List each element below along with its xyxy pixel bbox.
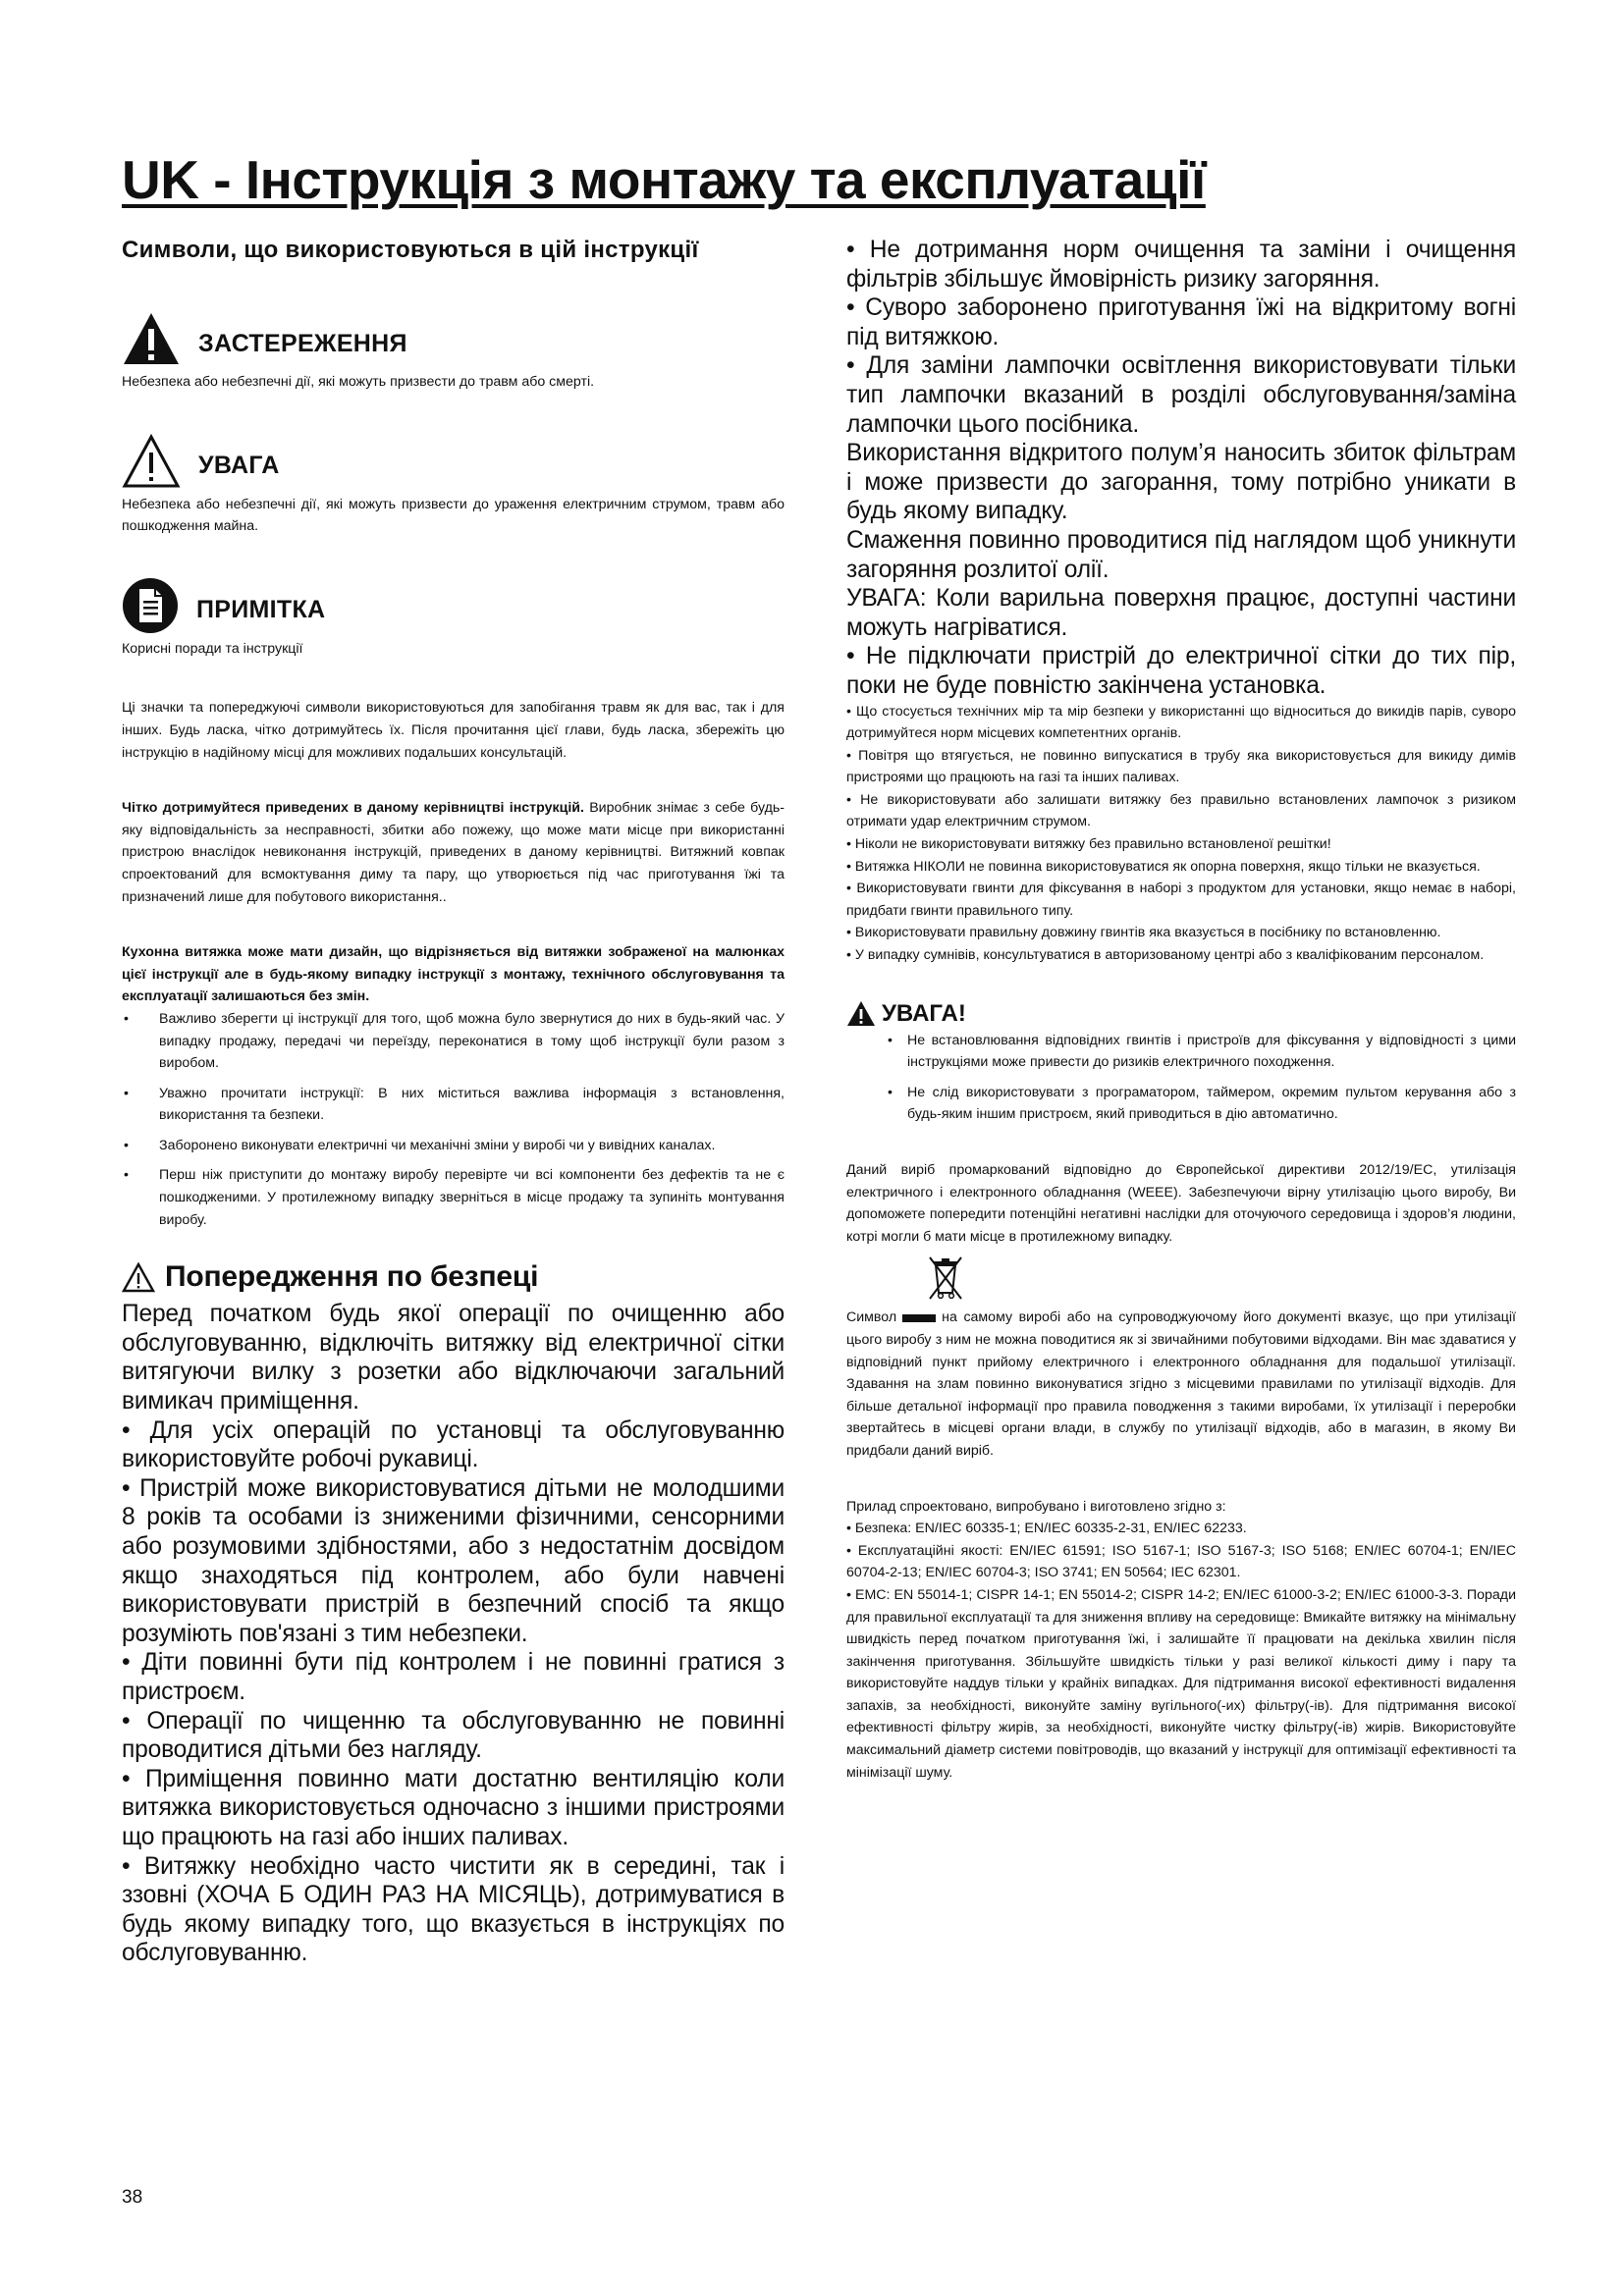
note-description: Корисні поради та інструкції — [122, 640, 303, 657]
safety-title: Попередження по безпеці — [165, 1260, 539, 1294]
attention-heading — [846, 1000, 1516, 1028]
warning-icon — [122, 1262, 155, 1293]
list-item: • Не встановлювання відповідних гвинтів і пристроїв для фіксування у відповідності з цими інструкціями може привести до ризиків електричного походження. — [846, 1030, 1516, 1074]
safety-note: • Ніколи не використовувати витяжку без правильно встановленої решітки! — [846, 836, 1331, 853]
right-column — [846, 236, 1516, 1784]
crossed-bin-icon — [927, 1254, 964, 1301]
page-title: UK - Інструкція з монтажу та експлуатації — [122, 149, 1206, 210]
note-label: ПРИМІТКА — [196, 596, 326, 624]
note-icon — [122, 577, 179, 634]
standards-line: • Експлуатаційні якості: EN/IEC 61591; ISO 5167-1; ISO 5167-3; ISO 5168; EN/IEC 60704-1; EN/IEC 60704-2-13; EN/IEC 60704-3; ISO 3741; EN 50564; IEC 62301. — [846, 1542, 1516, 1581]
safety-note: • Використовувати правильну довжину гвинтів яка вказується в посібнику по встановленню. — [846, 925, 1441, 941]
safety-paragraph: • Витяжку необхідно часто чистити як в середині, так і ззовні (ХОЧА Б ОДИН РАЗ НА МІСЯЦЬ), дотримуватися в будь якому випадку того, що вказується в інструкціях по обслуговуванню. — [122, 1852, 785, 1967]
symbol-note — [122, 577, 785, 661]
symbol-text: на самому виробі або на супроводжуючому його документі вказує, що при утилізації цього виробу з ним не можна поводитися як зі звичайними побутовими відходами. Він має здаватися у відповідний пункт прийому електричного і електронного обладнання для подальшої утилізації. Здавання на злам повинно виконуватися згідно з місцевими правилами по утилізації відходів. Для більше детальної інформації про правила поводження з такими виробами, їх утилізації і переробки звертайтесь в місцеві органи влади, в службу по утилізації відходів, або в магазин, в якому Ви придбали даний виріб. — [846, 1309, 1516, 1459]
symbol-warning — [122, 433, 785, 538]
attention-bullets — [846, 1030, 1516, 1126]
page-number: 38 — [122, 2187, 143, 2208]
safety-note: • Використовувати гвинти для фіксування в наборі з продуктом для установки, якщо немає в наборі, придбати гвинти правильного типу. — [846, 881, 1516, 919]
safety-paragraph: Використання відкритого полум’я наносить збиток фільтрам і може призвести до загорання, тому потрібно уникати в будь якому випадку. — [846, 440, 1516, 525]
black-bar-icon — [902, 1314, 936, 1322]
list-item: • Уважно прочитати інструкції: В них міститься важлива інформація з встановлення, використання та безпеки. — [122, 1083, 785, 1127]
symbol-paragraph — [846, 1307, 1516, 1462]
safety-paragraph: • Не підключати пристрій до електричної сітки до тих пір, поки не буде повністю закінчена установка. — [846, 643, 1516, 699]
standards-line: • Безпека: EN/IEC 60335-1; EN/IEC 60335-2-31, EN/IEC 62233. — [846, 1521, 1247, 1537]
intro-paragraph: Ці значки та попереджуючі символи використовуються для запобігання травм як для вас, так і для інших. Будь ласка, чітко дотримуйтесь їх. Після прочитання цієї глави, будь ласка, збережіть цю інструкцію в надійному місці для можливих подальших консультацій. — [122, 700, 785, 761]
safety-note: • Що стосується технічних мір та мір безпеки у використанні що відноситься до викидів парів, суворо дотримуйтеся норм місцевих компетентних органів. — [846, 703, 1516, 742]
design-note: Кухонна витяжка може мати дизайн, що відрізняється від витяжки зображеної на малюнках цієї інструкції але в будь-якому випадку інструкції з монтажу, технічного обслуговування та експлуатації залишаються без змін. — [122, 944, 785, 1005]
symbols-title: Символи, що використовуються в цій інструкції — [122, 237, 699, 263]
safety-paragraph: Перед початком будь якої операції по очищенню або обслуговуванню, відключіть витяжку від електричної сітки витягуючи вилку з розетки або відключаючи загальний вимикач приміщення. — [122, 1301, 785, 1415]
list-item: • Заборонено виконувати електричні чи механічні зміни у виробі чи у вивідних каналах. — [122, 1135, 785, 1157]
warning-label: УВАГА — [198, 452, 280, 480]
danger-description: Небезпека або небезпечні дії, які можуть призвести до травм або смерті. — [122, 374, 595, 390]
safety-paragraph: Смаження повинно проводитися під наглядом щоб уникнути загоряння розлитої олії. — [846, 526, 1516, 583]
safety-heading — [122, 1260, 785, 1294]
safety-paragraph: • Суворо заборонено приготування їжі на відкритому вогні під витяжкою. — [846, 294, 1516, 350]
danger-label: ЗАСТЕРЕЖЕННЯ — [198, 329, 407, 357]
instruction-bullets — [122, 1008, 785, 1231]
responsibility-bold: Чітко дотримуйтеся приведених в даному керівництві інструкцій. — [122, 800, 584, 817]
safety-paragraph: • Операції по чищенню та обслуговуванню не повинні проводитися дітьми без нагляду. — [122, 1707, 785, 1764]
safety-note: • У випадку сумнівів, консультуватися в авторизованому центрі або з кваліфікованим персоналом. — [846, 947, 1485, 964]
danger-icon — [846, 1000, 876, 1027]
warning-icon — [122, 434, 181, 489]
safety-note: • Витяжка НІКОЛИ не повинна використовуватися як опорна поверхня, якщо тільки не вказується. — [846, 858, 1481, 875]
standards-line: Прилад спроектовано, випробувано і виготовлено згідно з: — [846, 1498, 1226, 1515]
safety-paragraph: • Для заміни лампочки освітлення використовувати тільки тип лампочки вказаний в розділі обслуговування/заміна лампочки цього посібника. — [846, 352, 1516, 438]
safety-paragraph: УВАГА: Коли варильна поверхня працює, доступні частини можуть нагріватися. — [846, 585, 1516, 641]
warning-description: Небезпека або небезпечні дії, які можуть призвести до ураження електричним струмом, травм або пошкодження майна. — [122, 496, 785, 535]
left-column — [122, 236, 785, 1968]
weee-paragraph: Даний виріб промаркований відповідно до Європейської директиви 2012/19/ЕС, утилізація електричного і електронного обладнання (WEEE). Забезпечуючи вірну утилізацію цього виробу, Ви допоможете попередити потенційні негативні наслідки для оточуючого середовища і здоров’я людини, котрі могли б мати місце в протилежному випадку. — [846, 1162, 1516, 1245]
responsibility-text: Виробник знімає з себе будь-яку відповідальність за несправності, збитки або пожежу, що може мати місце при використанні пристрою внаслідок невиконання інструкцій, приведених в даному керівництві. Витяжний ковпак спроектований для всмоктування диму та пару, що утворюється під час приготування їжі та призначений лише для побутового використання.. — [122, 800, 785, 905]
danger-icon — [122, 311, 181, 366]
safety-paragraph: • Пристрій може використовуватися дітьми не молодшими 8 років та особами із зниженими фізичними, сенсорними або розумовими здібностями, або з недостатнім досвідом якщо знаходяться під контролем, або були навчені використовувати пристрій в безпечний спосіб та якщо розуміють пов'язані з тим небезпеки. — [122, 1474, 785, 1647]
list-item: • Не слід використовувати з програматором, таймером, окремим пультом керування або з будь-яким іншим пристроєм, який приводиться в дію автоматично. — [846, 1082, 1516, 1126]
symbol-word: Символ — [846, 1309, 897, 1326]
symbol-danger — [122, 310, 785, 394]
safety-paragraph: • Діти повинні бути під контролем і не повинні гратися з пристроєм. — [122, 1649, 785, 1705]
list-item: • Важливо зберегти ці інструкції для того, щоб можна було звернутися до них в будь-який час. У випадку продажу, передачі чи переїзду, переконатися в тому щоб інструкції були разом з виробом. — [122, 1008, 785, 1075]
safety-note: • Повітря що втягується, не повинно випускатися в трубу яка використовується для викиду димів пристроями що працюють на газі та інших паливах. — [846, 747, 1516, 786]
safety-note: • Не використовувати або залишати витяжку без правильно встановлених лампочок з ризиком отримати удар електричним струмом. — [846, 791, 1516, 830]
safety-paragraph: • Не дотримання норм очищення та заміни і очищення фільтрів збільшує ймовірність ризику загоряння. — [846, 237, 1516, 293]
safety-paragraph: • Для усіх операцій по установці та обслуговуванню використовуйте робочі рукавиці. — [122, 1416, 785, 1473]
safety-paragraph: • Приміщення повинно мати достатню вентиляцію коли витяжка використовується одночасно з іншими пристроями що працюють на газі або інших паливах. — [122, 1765, 785, 1850]
list-item: • Перш ніж приступити до монтажу виробу перевірте чи всі компоненти без дефектів та не є пошкодженими. У протилежному випадку зверніться в місце продажу та зупиніть монтування виробу. — [122, 1164, 785, 1231]
responsibility-paragraph — [122, 797, 785, 908]
standards-line: • EMC: EN 55014-1; CISPR 14-1; EN 55014-2; CISPR 14-2; EN/IEC 61000-3-2; EN/IEC 61000-3-3. Поради для правильної експлуатації та для зниження впливу на середовище: Вмикайте витяжку на мінімальну швидкість перед початком приготування їжі, і залишайте її працювати на декілька хвилин після закінчення приготування. Збільшуйте швидкість тільки у разі великої кількості диму і пару та використовуйте наддув тільки у крайніх випадках. Для підтримання високої ефективності видалення запахів, за необхідності, виконуйте заміну вугільного(-их) фільтру(-ів). Для підтримання високої ефективності фільтру жирів, за необхідності, виконуйте чистку фільтру(-ів) жирів. Використовуйте максимальний діаметр системи повітроводів, що вказаний у інструкції для оптимізації ефективності та мінімізації шуму. — [846, 1586, 1516, 1781]
attention-title: УВАГА! — [882, 999, 966, 1027]
